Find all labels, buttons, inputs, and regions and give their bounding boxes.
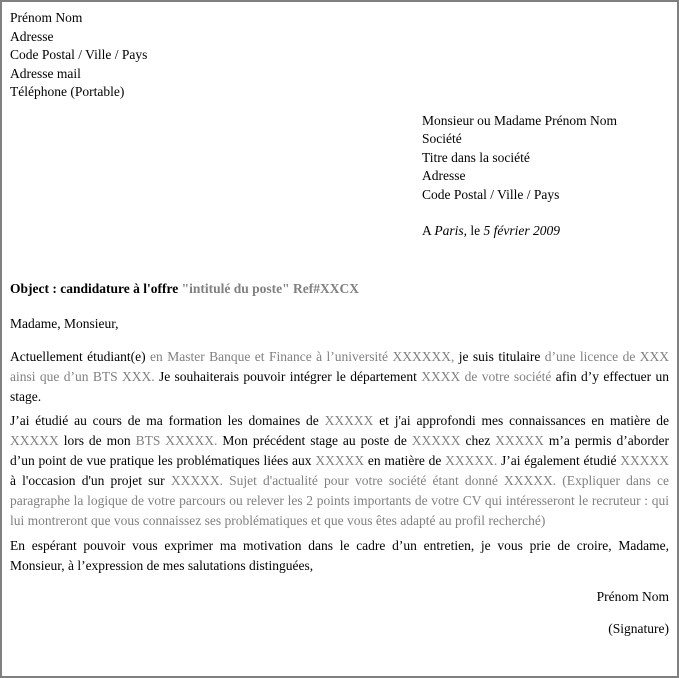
sender-address: Adresse (10, 28, 54, 44)
sender-name: Prénom Nom (10, 10, 83, 25)
subject-line: Object : candidature à l'offre "intitulé du poste" Ref#XXCX (10, 280, 359, 296)
sender-postal-city-country: Code Postal / Ville / Pays (10, 47, 148, 62)
signature-name: Prénom Nom (596, 588, 669, 604)
recipient-name: Monsieur ou Madame Prénom Nom (422, 112, 617, 128)
body-paragraph: J’ai étudié au cours de ma formation les domaines de XXXXX et j'ai approfondi mes connaissances en matière de XXXXX lors de mon BTS XXXXX. Mon précédent stage au poste de XXXXX chez XXXXX m’a permis d’aborder d’un point de vue pratique les problématiques liées aux XXXXX en matière de XXXXX. J’ai également étudié XXXXX à l'occasion d'un projet sur XXXXX. Sujet d'actualité pour votre société étant donné XXXXX. (Expliquer dans ce paragraphe la logique de votre parcours ou relever les 2 points importants de votre CV qui intéresseront le recruteur : qui lui montreront que vous connaissez ses problématiques et que vous êtes adapté au profil recherché) (10, 412, 670, 528)
recipient-company: Société (422, 131, 462, 146)
salutation: Madame, Monsieur, (10, 316, 119, 331)
sender-email: Adresse mail (10, 65, 81, 81)
sender-address-block (10, 9, 669, 102)
closing-paragraph: En espérant pouvoir vous exprimer ma motivation dans le cadre d’un entretien, je vous prie de croire, Madame, Monsieur, à l’expression de mes salutations distinguées, (10, 537, 669, 573)
recipient-title: Titre dans la société (422, 149, 530, 165)
signature-placeholder: (Signature) (608, 621, 669, 636)
intro-paragraph: Actuellement étudiant(e) en Master Banque et Finance à l’université XXXXXX, je suis titulaire d’une licence de XXX ainsi que d’un BTS XXX. Je souhaiterais pouvoir intégrer le département XXXX de votre société afin d’y effectuer un stage. (10, 348, 669, 404)
recipient-address-block (422, 112, 669, 205)
recipient-postal-city-country: Code Postal / Ville / Pays (422, 186, 560, 202)
recipient-address: Adresse (422, 168, 466, 183)
date-line: A Paris, le 5 février 2009 (422, 223, 561, 238)
sender-phone: Téléphone (Portable) (10, 84, 125, 99)
